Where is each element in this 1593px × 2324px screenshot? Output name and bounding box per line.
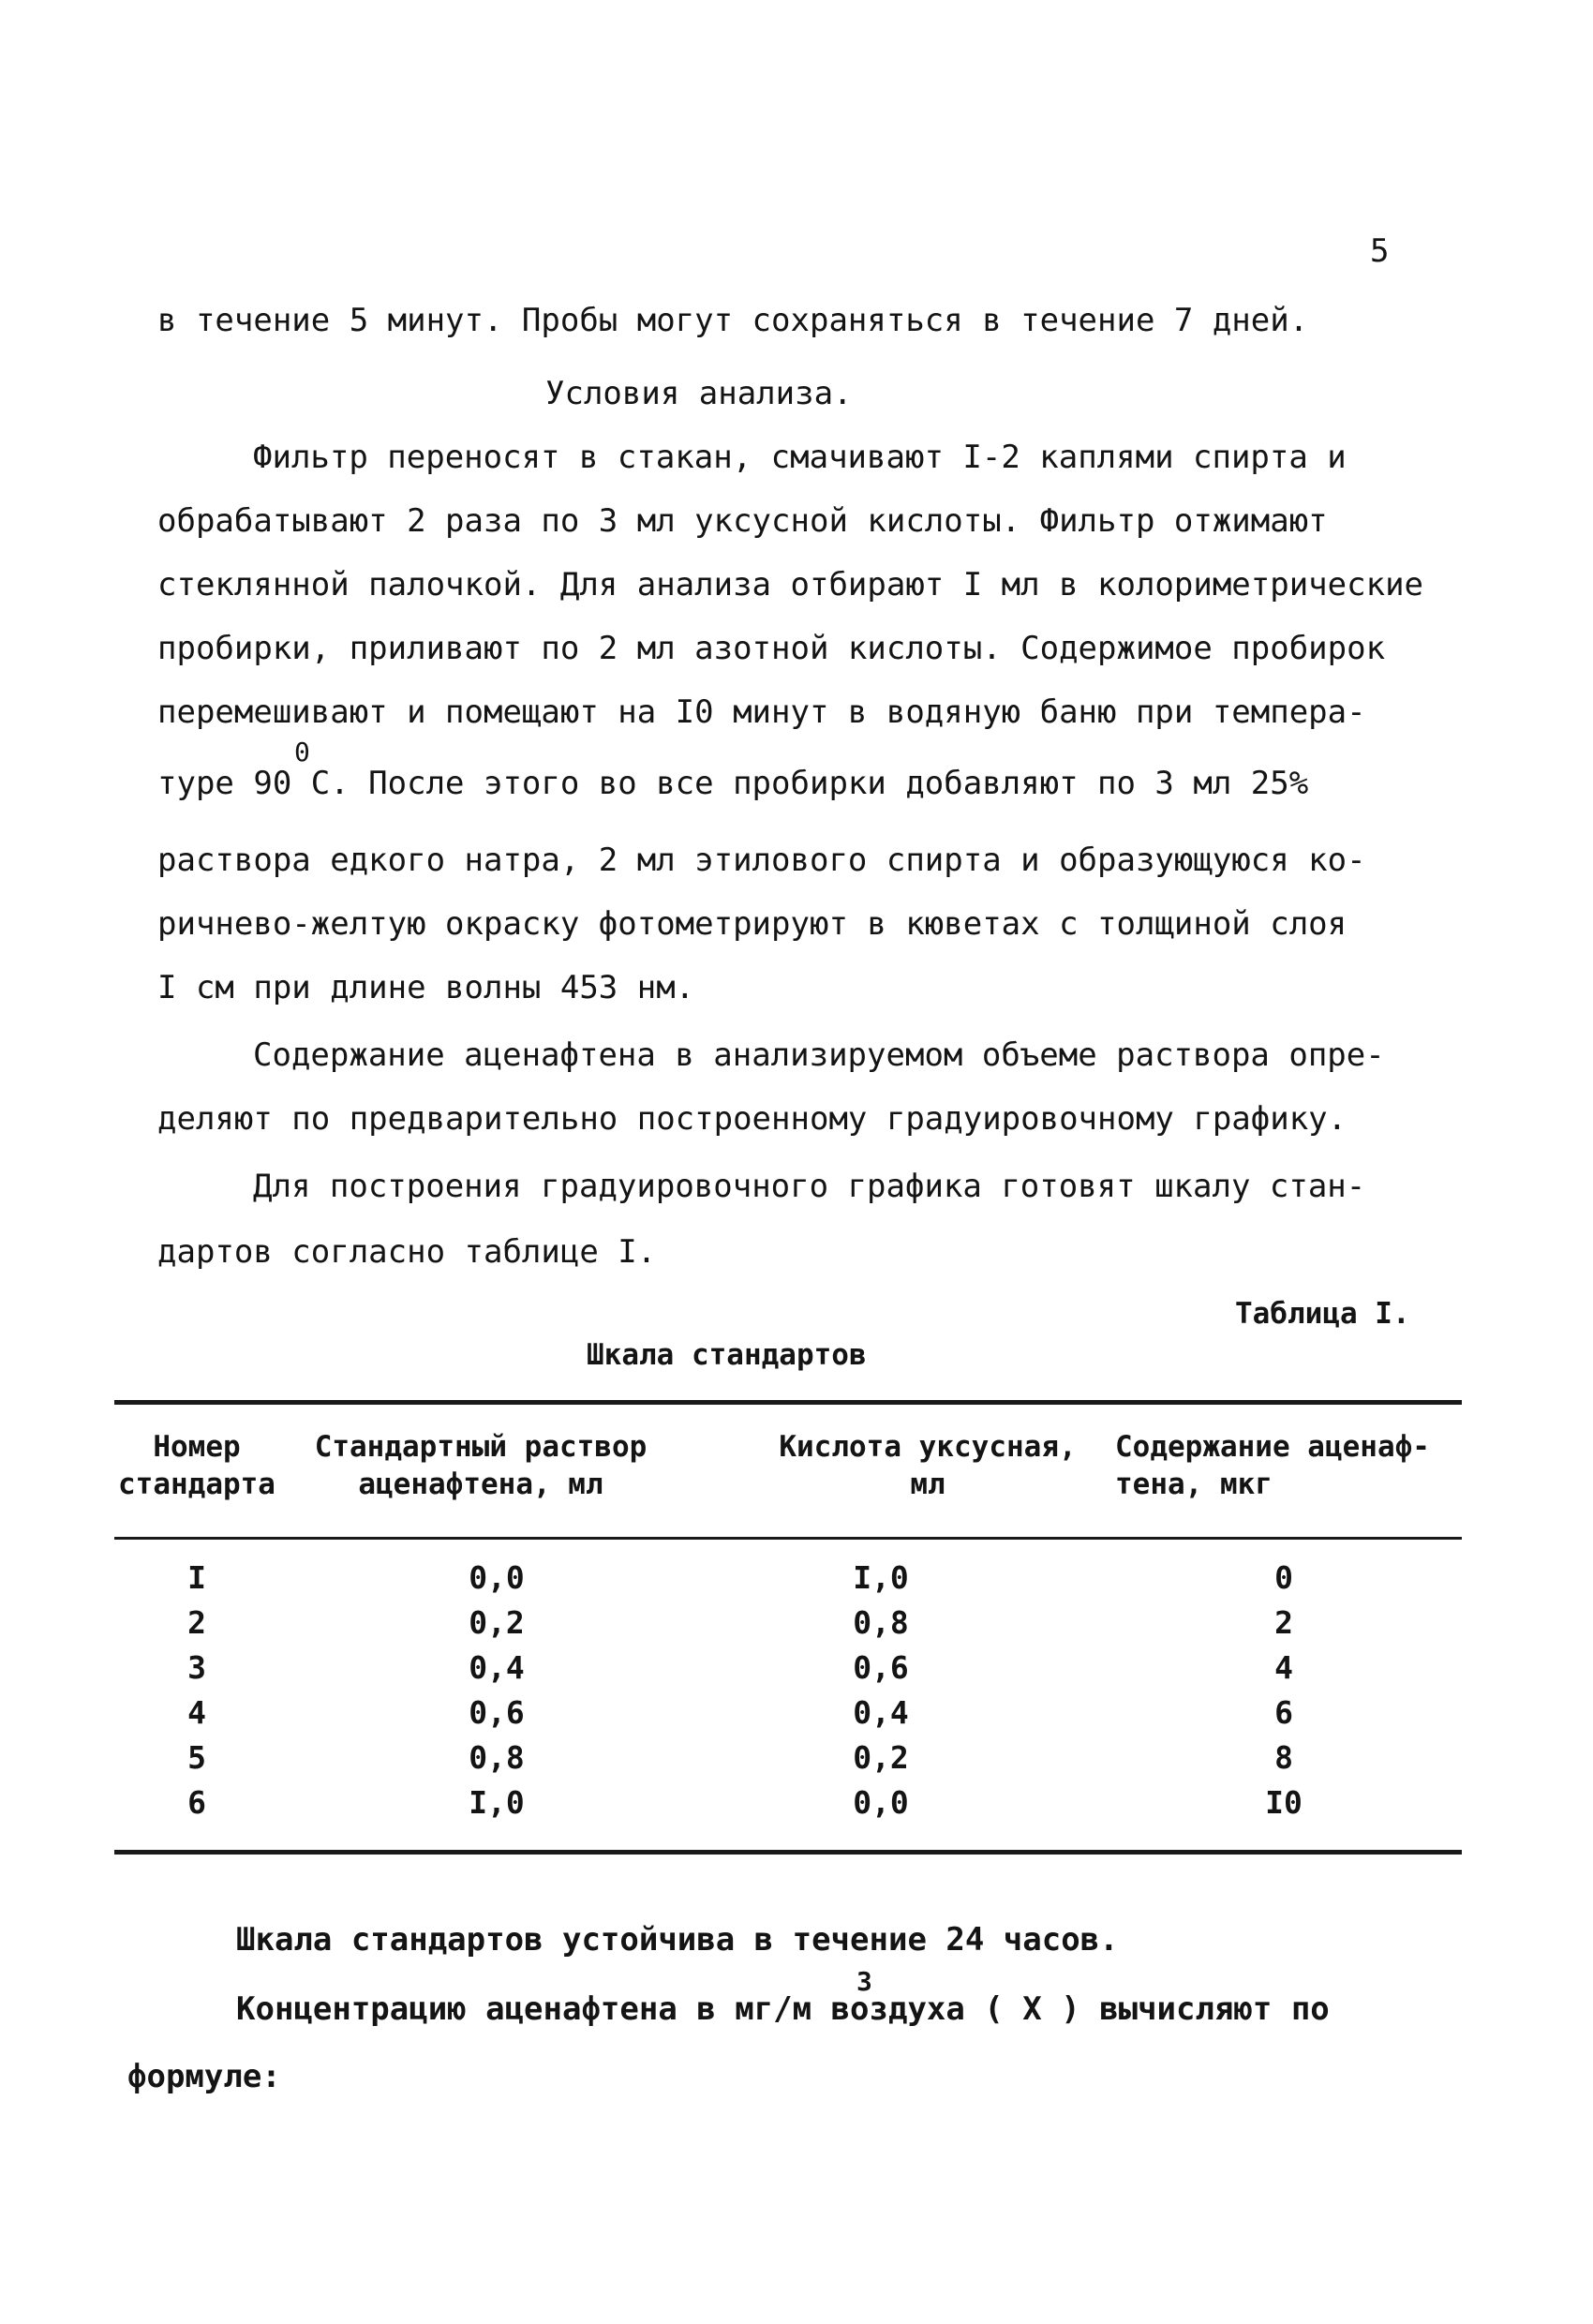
table-cell: I,0 — [469, 1784, 525, 1821]
table-bottom-rule — [114, 1850, 1462, 1855]
table-cell: I,0 — [853, 1559, 909, 1596]
formula-intro-line: Концентрацию аценафтена в мг/м воздуха ( X ) вычисляют по — [236, 1990, 1330, 2028]
table-cell: 8 — [1274, 1739, 1293, 1776]
section-title: Условия анализа. — [545, 375, 853, 412]
text-line-1: в течение 5 минут. Пробы могут сохраняться в течение 7 дней. — [157, 302, 1309, 339]
table-cell: 0,6 — [853, 1649, 909, 1686]
table-cell: 0,8 — [469, 1739, 525, 1776]
table-cell: 4 — [1274, 1649, 1293, 1686]
paragraph-line: деляют по предварительно построенному градуировочному графику. — [157, 1100, 1347, 1138]
table-cell: 6 — [187, 1784, 206, 1821]
table-cell: 0,4 — [469, 1649, 525, 1686]
paragraph-line: дартов согласно таблице I. — [157, 1233, 657, 1271]
table-cell: 0,0 — [853, 1784, 909, 1821]
paragraph-line: I см при длине волны 453 нм. — [157, 969, 695, 1006]
paragraph-line: раствора едкого натра, 2 мл этилового спирта и образующуюся ко- — [157, 842, 1366, 879]
table-label: Таблица I. — [1235, 1297, 1410, 1331]
paragraph-line: стеклянной палочкой. Для анализа отбирают I мл в колориметрические — [157, 566, 1424, 603]
formula-intro-line: формуле: — [127, 2058, 281, 2095]
table-cell: 2 — [187, 1604, 206, 1641]
header-cell: Содержание аценаф- тена, мкг — [1115, 1430, 1430, 1501]
table-cell: 0,6 — [469, 1694, 525, 1731]
paragraph-line: пробирки, приливают по 2 мл азотной кислоты. Содержимое пробирок — [157, 630, 1386, 667]
table-cell: 0,8 — [853, 1604, 909, 1641]
paragraph-line: Содержание аценафтена в анализируемом объеме раствора опре- — [253, 1036, 1385, 1074]
table-cell: 6 — [1274, 1694, 1293, 1731]
paragraph-line: перемешивают и помещают на I0 минут в водяную баню при темпера- — [157, 693, 1366, 731]
table-header-rule — [114, 1537, 1462, 1540]
table-cell: 0 — [1274, 1559, 1293, 1596]
table-cell: 3 — [187, 1649, 206, 1686]
page-number: 5 — [1370, 232, 1390, 270]
paragraph-line: Фильтр переносят в стакан, смачивают I-2 каплями спирта и — [253, 439, 1347, 476]
table-cell: 4 — [187, 1694, 206, 1731]
paragraph-line: ричнево-желтую окраску фотометрируют в кюветах с толщиной слоя — [157, 905, 1347, 943]
paragraph-line: обрабатывают 2 раза по 3 мл уксусной кислоты. Фильтр отжимают — [157, 502, 1328, 540]
table-cell: 0,2 — [469, 1604, 525, 1641]
degree-mark: 0 — [294, 737, 310, 767]
header-cell: Номер стандарта — [118, 1430, 275, 1501]
table-cell: I0 — [1265, 1784, 1303, 1821]
note-line: Шкала стандартов устойчива в течение 24 часов. — [236, 1921, 1119, 1959]
table-cell: 5 — [187, 1739, 206, 1776]
exponent-mark: 3 — [856, 1966, 872, 1997]
paragraph-line: Для построения градуировочного графика готовят шкалу стан- — [253, 1168, 1366, 1205]
table-title: Шкала стандартов — [587, 1338, 867, 1372]
header-cell: Стандартный раствор аценафтена, мл — [314, 1430, 648, 1501]
table-cell: 0,0 — [469, 1559, 525, 1596]
table-cell: 0,4 — [853, 1694, 909, 1731]
table-cell: I — [187, 1559, 206, 1596]
table-cell: 0,2 — [853, 1739, 909, 1776]
table-cell: 2 — [1274, 1604, 1293, 1641]
paragraph-line: туре 90 С. После этого во все пробирки добавляют по 3 мл 25% — [157, 765, 1309, 802]
header-cell: Кислота уксусная, мл — [779, 1430, 1077, 1501]
table-top-rule — [114, 1400, 1462, 1405]
